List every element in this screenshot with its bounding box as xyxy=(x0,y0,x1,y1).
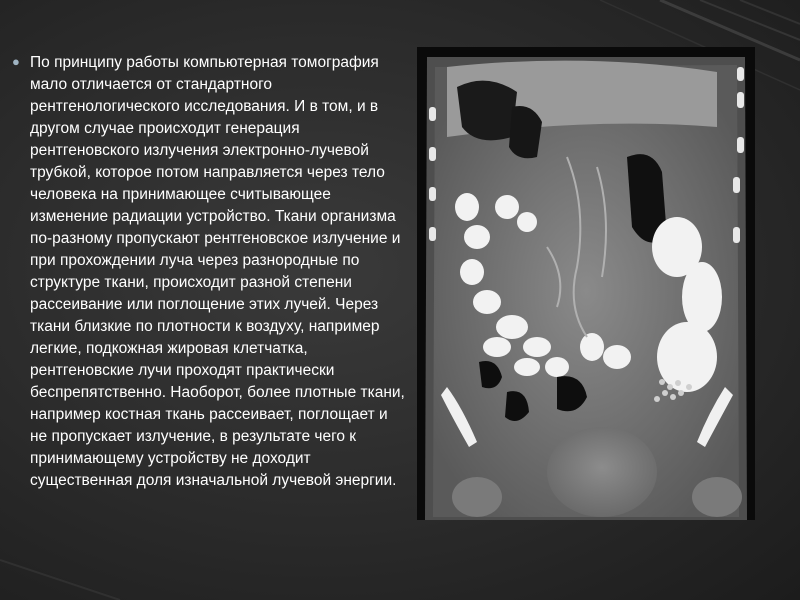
ct-scan-drawing xyxy=(417,47,755,520)
ct-scan-image xyxy=(417,47,755,520)
circle-bullet-icon: ● xyxy=(12,54,20,69)
bullet-paragraph xyxy=(10,52,408,492)
body-text: По принципу работы компьютерная томография мало отличается от стандартного рентгенологического исследования. И в том, и в другом случае происходит генерация рентгеновского излучения электронно-лучевой трубкой, которое потом направляется через тело человека на принимающее считывающее изменение радиации устройство. Ткани организма по-разному пропускают рентгеновское излучение и при прохождении луча через разнородные по структуре ткани, происходит разной степени рассеивание или поглощение этих лучей. Через ткани близкие по плотности к воздуху, например легкие, подкожная жировая клетчатка, рентгеновские лучи проходят практически беспрепятственно. Наоборот, более плотные ткани, например костная ткань рассеивает, поглощает и не пропускает излучение, в результате чего к принимающему устройству не доходит существенная доля изначальной лучевой энергии. xyxy=(30,54,405,489)
